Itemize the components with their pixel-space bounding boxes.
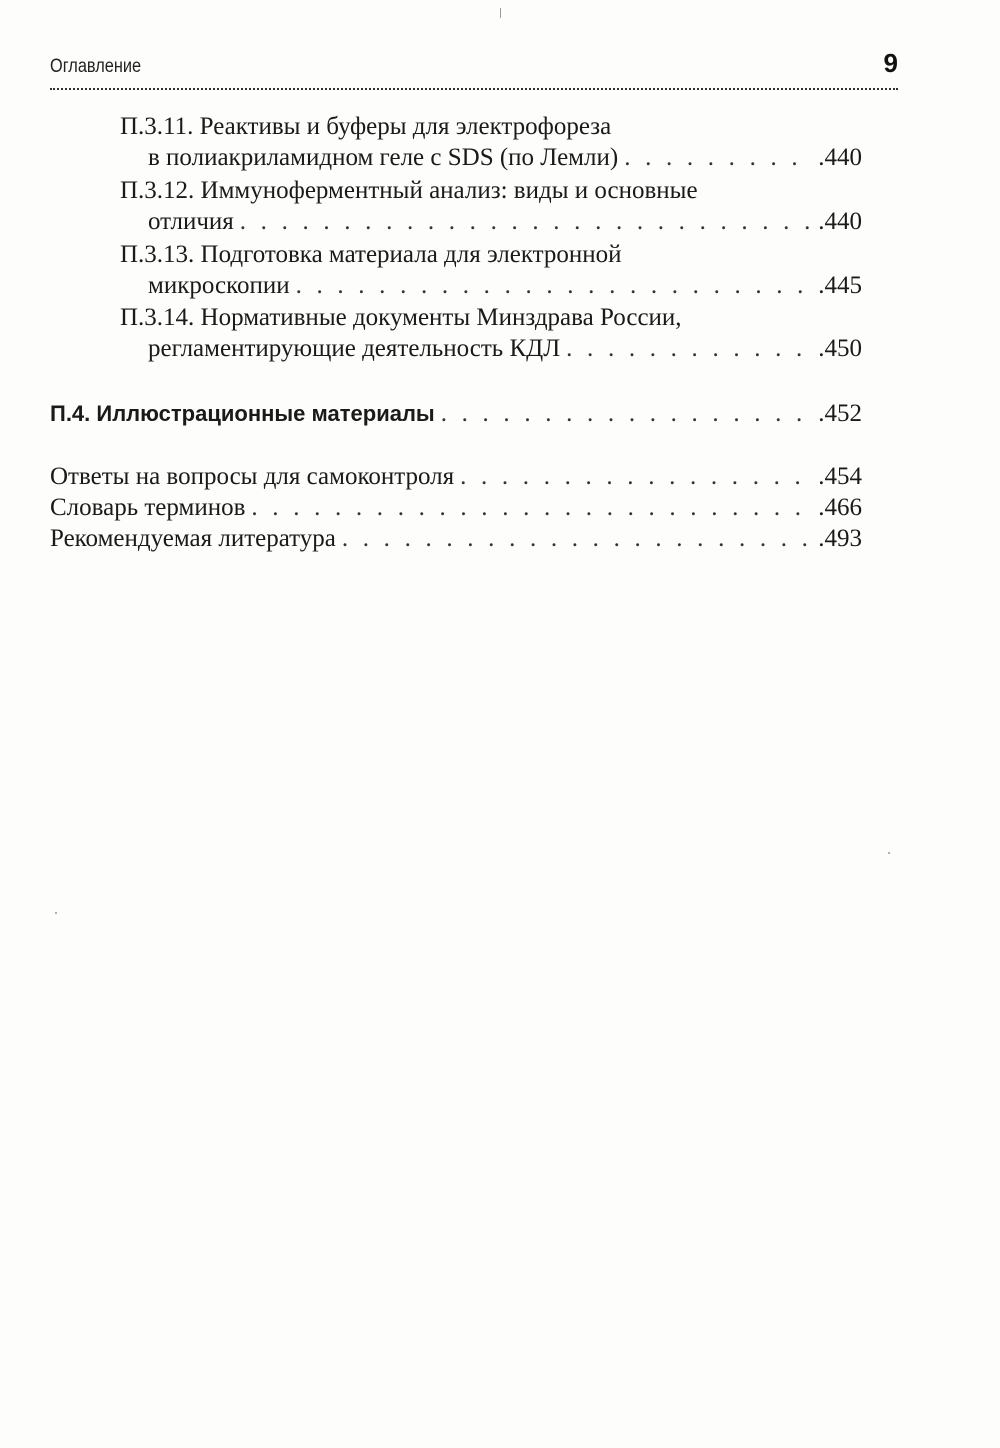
toc-section-entry[interactable] xyxy=(50,399,862,429)
toc-page-number: .452 xyxy=(818,400,862,427)
dot-leader xyxy=(566,334,814,364)
toc-page-number: .450 xyxy=(818,335,862,362)
dot-leader xyxy=(251,493,814,523)
toc-page-number: .493 xyxy=(818,525,862,552)
header-dotted-rule xyxy=(50,88,898,90)
toc-back-matter-entry[interactable] xyxy=(50,493,862,523)
dot-leader xyxy=(342,524,814,554)
toc-back-matter-entry[interactable] xyxy=(50,462,862,492)
toc-page-number: .466 xyxy=(818,494,862,521)
toc-entry-line1: П.3.14. Нормативные документы Минздрава России, xyxy=(120,304,682,331)
page-number: 9 xyxy=(883,48,898,78)
running-header-title: Оглавление xyxy=(50,56,142,77)
toc-entry-line1: П.3.11. Реактивы и буферы для электрофореза xyxy=(120,113,612,140)
dot-leader xyxy=(296,271,815,301)
toc-entry-line1: П.3.12. Иммуноферментный анализ: виды и основные xyxy=(120,177,698,204)
toc-page-number: .445 xyxy=(818,272,862,299)
scan-speck xyxy=(55,912,57,914)
toc-back-matter-label: Словарь терминов xyxy=(50,494,246,521)
scan-speck xyxy=(888,852,890,854)
toc-entry[interactable] xyxy=(148,334,862,364)
toc-back-matter-entry[interactable] xyxy=(50,524,862,554)
toc-entry-line2: отличия xyxy=(148,208,234,235)
toc-back-matter-label: Рекомендуемая литература xyxy=(50,525,336,552)
toc-section-label: П.4. Иллюстрационные материалы xyxy=(50,401,435,426)
toc-entry-line2: в полиакриламидном геле с SDS (по Лемли) xyxy=(148,144,619,171)
toc-page-number: .454 xyxy=(818,463,862,490)
toc-entry-line2: регламентирующие деятельность КДЛ xyxy=(148,335,561,362)
dot-leader xyxy=(240,207,814,237)
toc-entry-line1: П.3.13. Подготовка материала для электронной xyxy=(120,241,622,268)
running-header xyxy=(50,48,900,84)
toc-entry-line2: микроскопии xyxy=(148,272,290,299)
toc-back-matter-label: Ответы на вопросы для самоконтроля xyxy=(50,463,455,490)
toc-entry[interactable] xyxy=(148,143,862,173)
dot-leader xyxy=(624,143,814,173)
dot-leader xyxy=(460,462,814,492)
scan-speck xyxy=(500,8,501,18)
toc-entry[interactable] xyxy=(148,207,862,237)
dot-leader xyxy=(441,399,815,429)
toc-page-number: .440 xyxy=(818,144,862,171)
toc-entry[interactable] xyxy=(148,271,862,301)
toc-page-number: .440 xyxy=(818,208,862,235)
